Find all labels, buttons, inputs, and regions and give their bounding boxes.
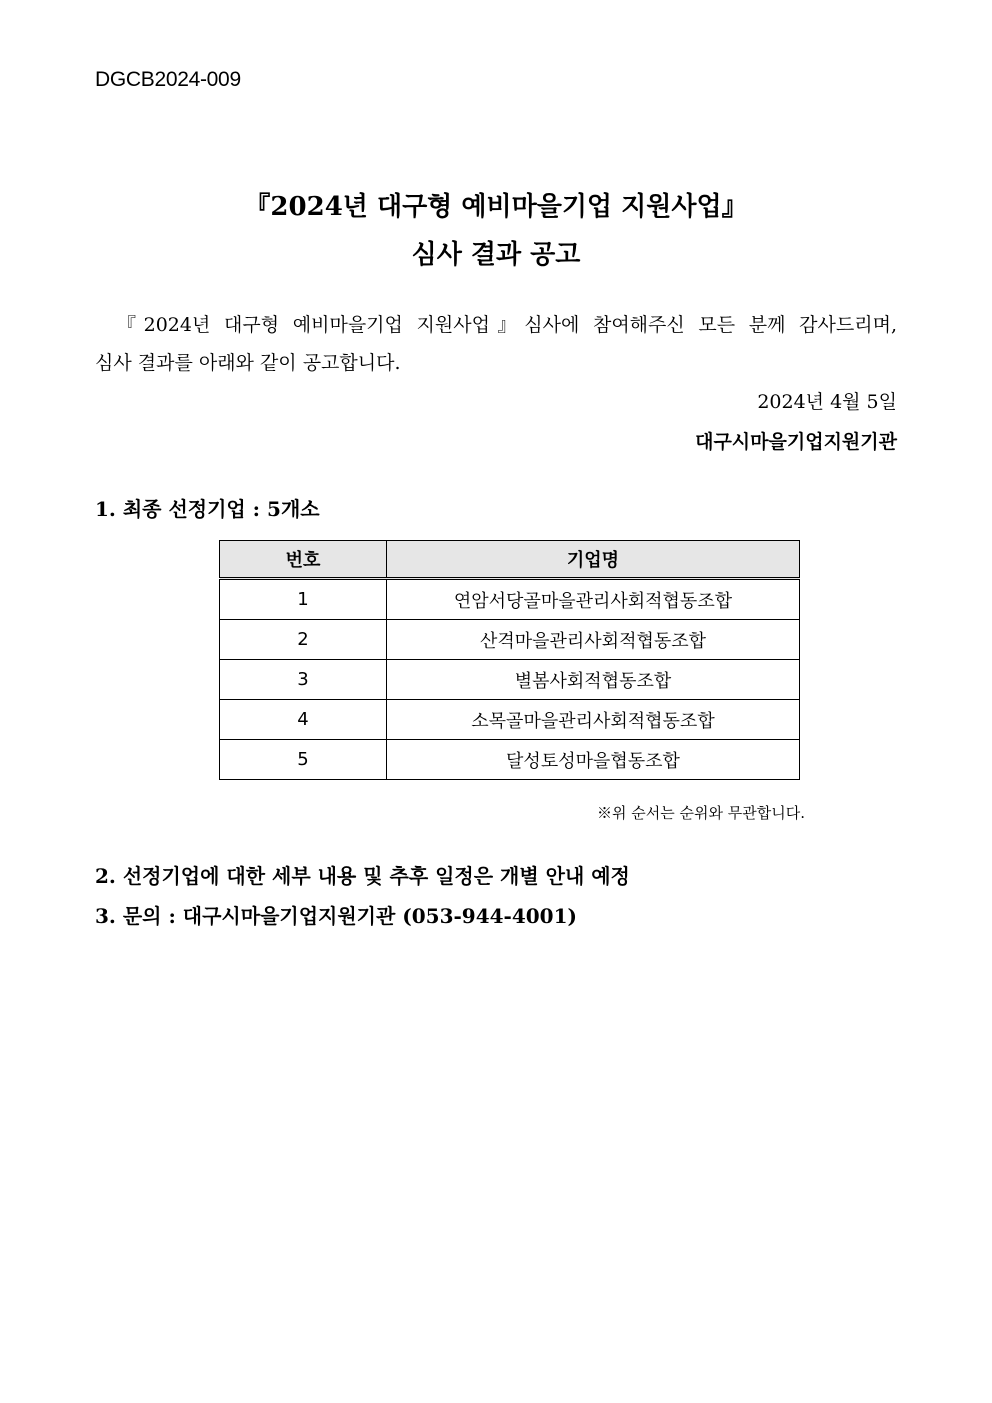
table-row <box>220 620 800 660</box>
document-code: DGCB2024-009 <box>95 68 241 91</box>
intro-paragraph-line-1: 『2024년 대구형 예비마을기업 지원사업』심사에 참여해주신 모든 분께 감사드리며, <box>117 314 897 336</box>
title-line-2: 심사 결과 공고 <box>411 240 581 270</box>
table-row <box>220 579 800 620</box>
row-number: 4 <box>220 700 387 740</box>
table-footnote: ※위 순서는 순위와 무관합니다. <box>597 804 805 822</box>
selected-companies-table <box>219 540 800 780</box>
row-number: 5 <box>220 740 387 780</box>
title-line-1: 『2024년 대구형 예비마을기업 지원사업』 <box>244 192 748 222</box>
row-company-name: 소목골마을관리사회적협동조합 <box>387 700 800 740</box>
row-company-name: 달성토성마을협동조합 <box>387 740 800 780</box>
section-3-contact: 3. 문의 : 대구시마을기업지원기관 (053-944-4001) <box>95 904 577 928</box>
row-company-name: 별봄사회적협동조합 <box>387 660 800 700</box>
table-row <box>220 700 800 740</box>
section-2-heading: 2. 선정기업에 대한 세부 내용 및 추후 일정은 개별 안내 예정 <box>95 864 630 888</box>
issuing-organization: 대구시마을기업지원기관 <box>695 431 897 453</box>
row-company-name: 연암서당골마을관리사회적협동조합 <box>387 579 800 620</box>
row-number: 1 <box>220 579 387 620</box>
table-row <box>220 660 800 700</box>
row-company-name: 산격마을관리사회적협동조합 <box>387 620 800 660</box>
intro-paragraph-line-2: 심사 결과를 아래와 같이 공고합니다. <box>95 352 401 374</box>
section-1-heading: 1. 최종 선정기업 : 5개소 <box>95 497 320 521</box>
table-header-row <box>220 541 800 579</box>
row-number: 2 <box>220 620 387 660</box>
header-number: 번호 <box>220 541 387 579</box>
header-company-name: 기업명 <box>387 541 800 579</box>
announcement-date: 2024년 4월 5일 <box>757 391 897 413</box>
row-number: 3 <box>220 660 387 700</box>
table-row <box>220 740 800 780</box>
